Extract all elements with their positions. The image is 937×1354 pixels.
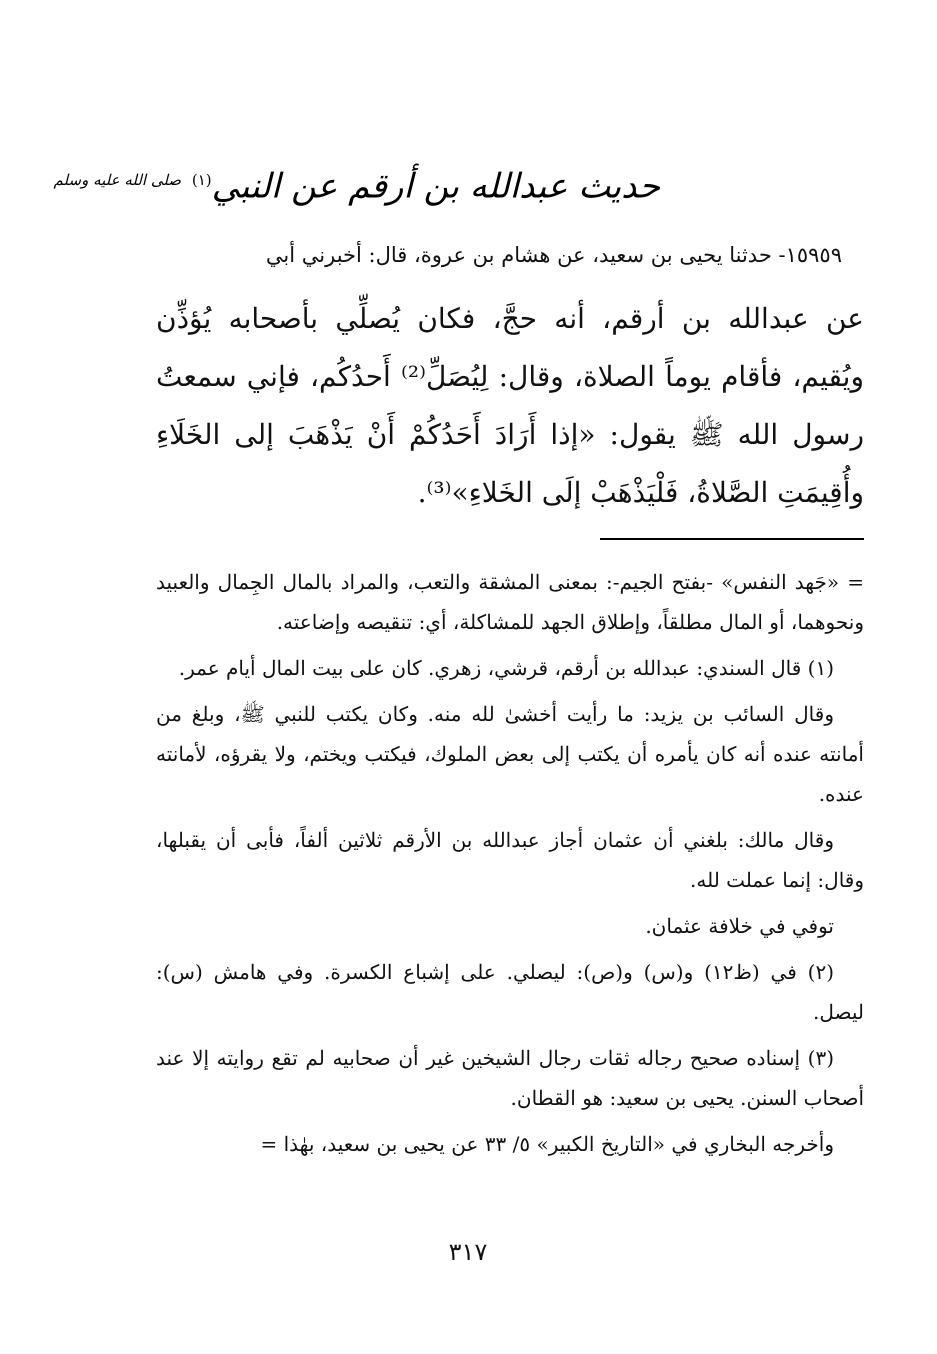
footnote-ref: (١) [191, 171, 212, 189]
honorific: صلى الله عليه وسلم [53, 171, 182, 189]
footnote-1: (١) قال السندي: عبدالله بن أرقم، قرشي، زهري. كان على بيت المال أيام عمر. [178, 656, 834, 680]
chapter-title [53, 150, 660, 216]
footnote-divider [600, 538, 864, 540]
footnote-2: (٢) في (ظ١٢) و(س) و(ص): ليصلي. على إشباع الكسرة. وفي هامش (س): ليصل. [156, 960, 864, 1024]
page-number: ٣١٧ [448, 1238, 488, 1266]
footnotes [156, 562, 864, 1170]
footnote-3-cont: وأخرجه البخاري في «التاريخ الكبير» ٥/ ٣٣ عن يحيى بن سعيد، بهٰذا = [260, 1132, 834, 1156]
footnote-continuation: = «جَهد النفس» -بفتح الجيم-: بمعنى المشقة والتعب، والمراد بالمال الجِمال والعبيد ونحوهما، أو المال مطلقاً، وإطلاق الجهد للمشاكلة، أي: تنقيصه وإضاعته. [156, 570, 864, 634]
hadith-head-line: ١٥٩٥٩- حدثنا يحيى بن سعيد، عن هشام بن عروة، قال: أخبرني أبي [265, 243, 842, 267]
footnote-3: (٣) إسناده صحيح رجاله ثقات رجال الشيخين غير أن صحابيه لم تقع روايته إلا عند أصحاب السنن. يحيى بن سعيد: هو القطان. [156, 1046, 864, 1110]
hadith-isnad [160, 236, 842, 274]
hadith-body: عن عبدالله بن أرقم، أنه حجَّ، فكان يُصلِّي بأصحابه يُؤذِّن ويُقيم، فأقام يوماً الصلاة، وقال: لِيُصَلِّ⁽²⁾ أَحدُكُم، فإني سمعتُ رسول الله ﷺ يقول: «إذا أَرَادَ أَحَدُكُمْ أَنْ يَذْهَبَ إلى الخَلَاءِ وأُقِيمَتِ الصَّلاةُ، فَلْيَذْهَبْ إلَى الخَلاءِ»⁽³⁾. [156, 302, 864, 509]
footnote-1-cont-c: توفي في خلافة عثمان. [645, 914, 834, 938]
chapter-title-text: حديث عبدالله بن أرقم عن النبي [211, 166, 660, 207]
footnote-1-cont-b: وقال مالك: بلغني أن عثمان أجاز عبدالله بن الأرقم ثلاثين ألفاً، فأبى أن يقبلها، وقال: إنما عملت لله. [156, 828, 864, 892]
footnote-1-cont-a: وقال السائب بن يزيد: ما رأيت أخشىٰ لله منه. وكان يكتب للنبي ﷺ، وبلغ من أمانته عنده أنه كان يأمره أن يكتب إلى بعض الملوك، فيكتب ويختم، ولا يقرؤه، لأمانته عنده. [156, 702, 864, 806]
hadith-text [156, 290, 864, 522]
